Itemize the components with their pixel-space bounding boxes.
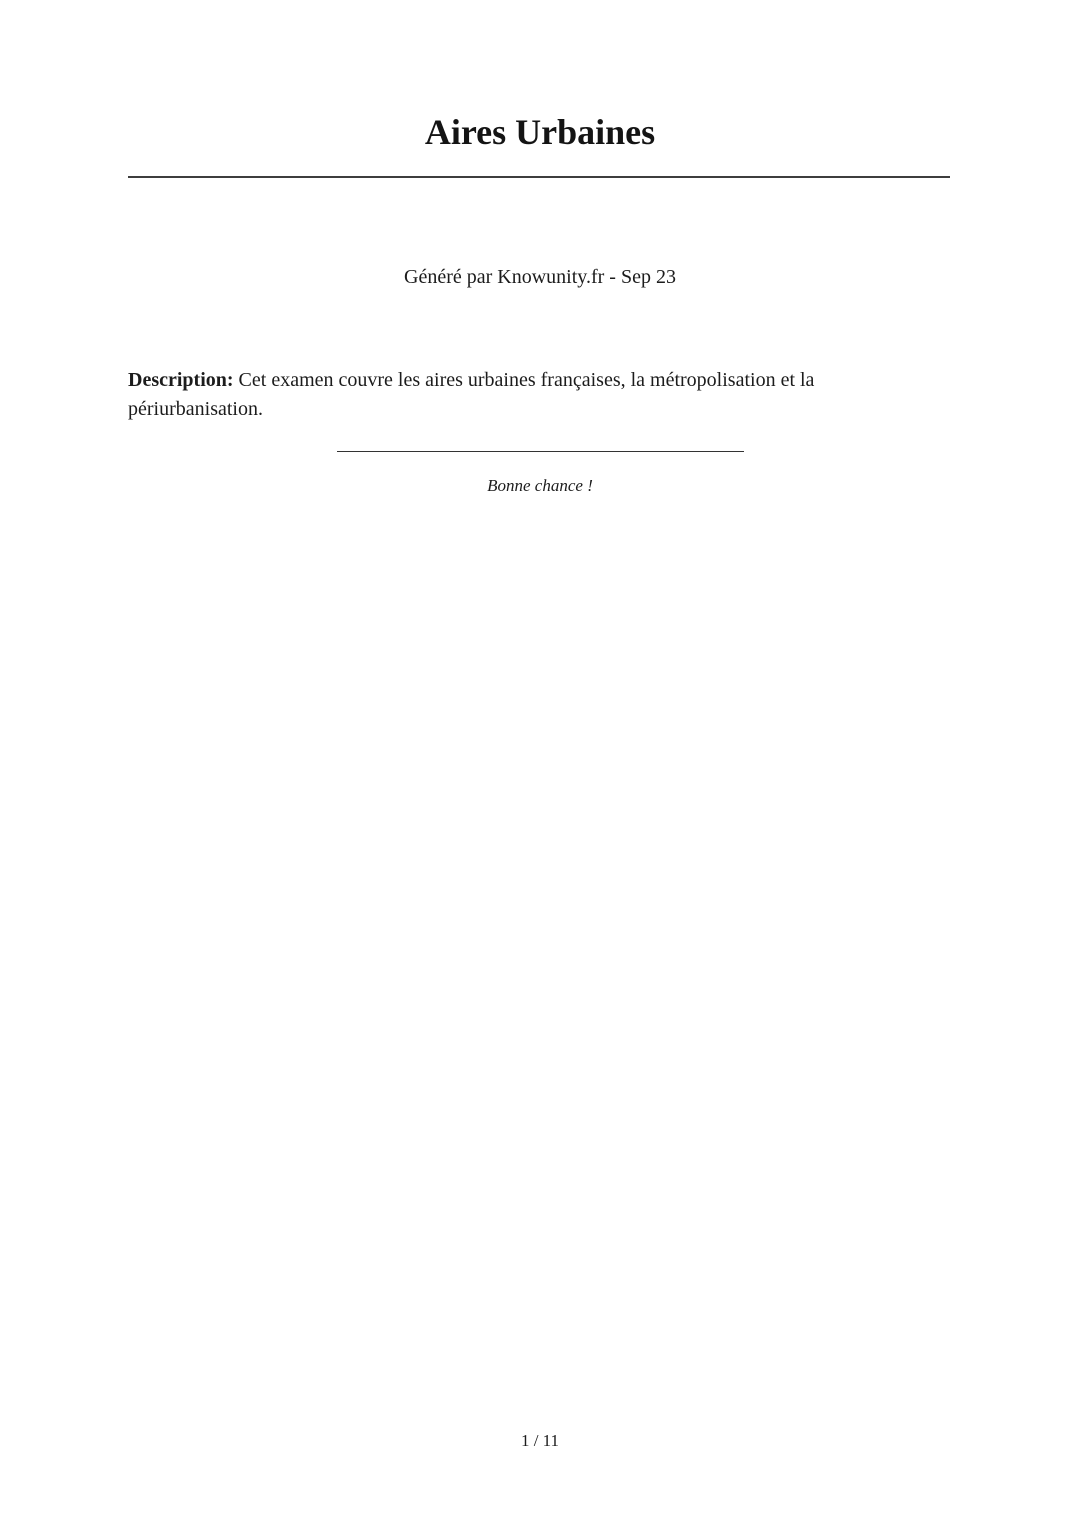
page-title: Aires Urbaines [424,112,656,152]
good-luck-text: Bonne chance ! [487,476,593,495]
description-label: Description: [128,369,234,391]
title-divider [128,176,950,178]
page-number: 1 / 11 [520,1431,560,1450]
generated-by-line: Généré par Knowunity.fr - Sep 23 [404,266,676,288]
description-text: Cet examen couvre les aires urbaines françaises, la métropolisation et la périurbanisation. [128,369,815,420]
section-divider [337,451,744,452]
description-paragraph [128,366,952,424]
